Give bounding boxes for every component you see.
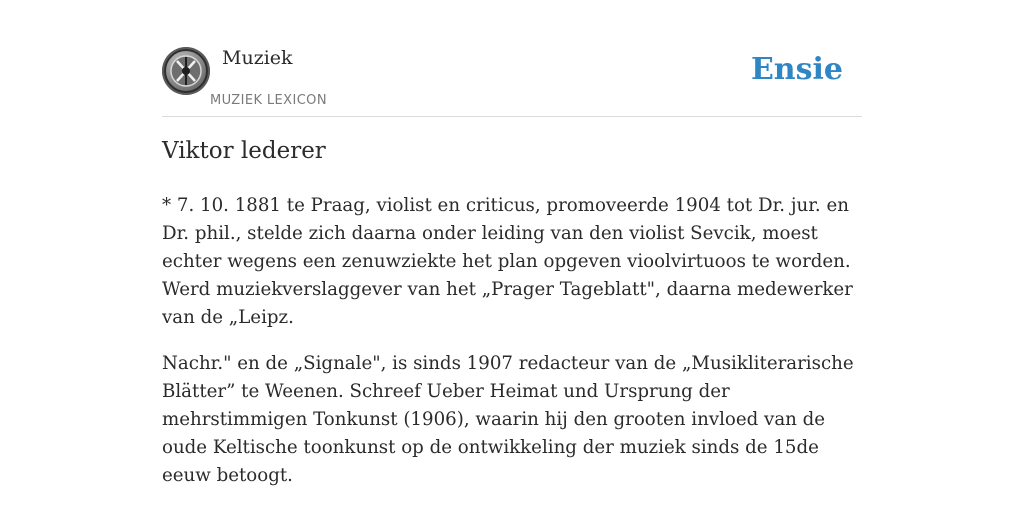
article-paragraph: * 7. 10. 1881 te Praag, violist en criticus, promoveerde 1904 tot Dr. jur. en Dr. phil., stelde zich daarna onder leiding van den violist Sevcik, moest echter wegens een zenuwziekte het plan opgeven vioolvirtuoos te worden. Werd muziekverslaggever van het „Prager Tageblatt", daarna medewerker van de „Leipz.	[162, 195, 853, 328]
site-header	[162, 44, 862, 117]
medallion-logo-icon[interactable]	[162, 47, 210, 95]
article-body	[162, 192, 864, 508]
site-subtitle: MUZIEK LEXICON	[210, 93, 327, 108]
ensie-brand-link[interactable]: Ensie	[750, 52, 843, 87]
article-title: Viktor lederer	[162, 138, 326, 164]
article-paragraph: Nachr." en de „Signale", is sinds 1907 redacteur van de „Musikliterarische Blätter” te Weenen. Schreef Ueber Heimat und Ursprung der mehrstimmigen Tonkunst (1906), waarin hij den grooten invloed van de oude Keltische toonkunst op de ontwikkeling der muziek sinds de 15de eeuw betoogt.	[162, 353, 854, 486]
site-name[interactable]: Muziek	[222, 47, 293, 69]
